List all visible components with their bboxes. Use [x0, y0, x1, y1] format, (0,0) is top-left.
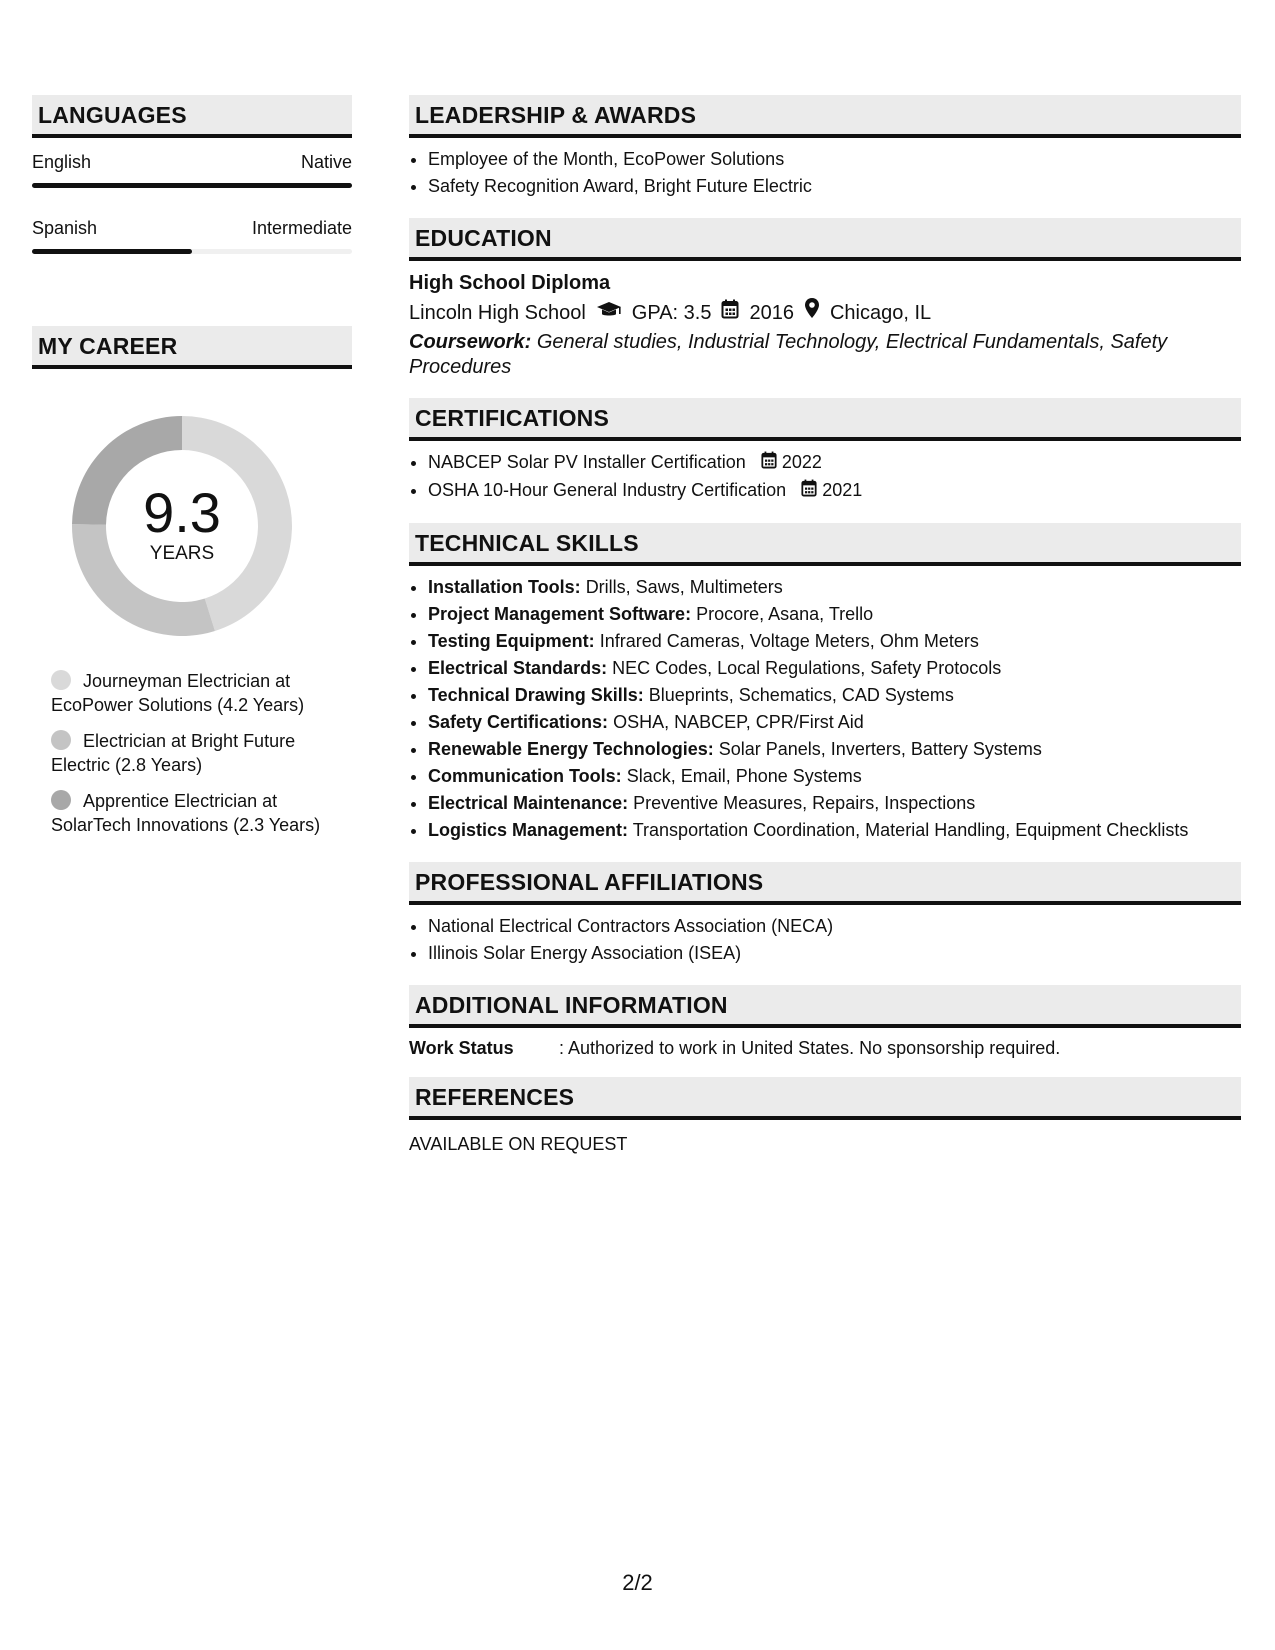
- calendar-icon: [721, 298, 739, 328]
- skill-value: Infrared Cameras, Voltage Meters, Ohm Meters: [599, 630, 979, 651]
- gpa: GPA: 3.5: [631, 301, 712, 324]
- skill-label: Renewable Energy Technologies:: [428, 738, 714, 759]
- location-pin-icon: [804, 297, 820, 328]
- career-legend-item: [51, 669, 321, 717]
- career-legend-item: [51, 729, 321, 777]
- list-item: [428, 736, 1241, 763]
- education-location: Chicago, IL: [829, 301, 932, 324]
- skill-label: Electrical Maintenance:: [428, 792, 629, 813]
- skill-label: Safety Certifications:: [428, 711, 609, 732]
- list-item: [428, 817, 1241, 844]
- list-item: [428, 601, 1241, 628]
- skill-value: Solar Panels, Inverters, Battery Systems: [718, 738, 1042, 759]
- page-number: 2/2: [622, 1570, 653, 1595]
- language-bar-fill: [32, 249, 192, 254]
- legend-label: Apprentice Electrician at SolarTech Innovations (2.3 Years): [51, 791, 321, 835]
- school-name: Lincoln High School: [409, 301, 586, 324]
- additional-section: [409, 985, 1241, 1059]
- list-item: [428, 449, 1241, 477]
- legend-dot: [51, 670, 71, 690]
- list-item: [428, 574, 1241, 601]
- references-section: [409, 1077, 1241, 1155]
- skill-label: Logistics Management:: [428, 819, 629, 840]
- skills-heading: TECHNICAL SKILLS: [409, 523, 1241, 566]
- list-item: [428, 682, 1241, 709]
- career-legend: [51, 669, 321, 837]
- legend-label: Electrician at Bright Future Electric (2.8 Years): [51, 731, 296, 775]
- affiliations-section: [409, 862, 1241, 967]
- skill-value: Blueprints, Schematics, CAD Systems: [648, 684, 954, 705]
- list-item: [428, 628, 1241, 655]
- education-section: [409, 218, 1241, 380]
- skill-value: Procore, Asana, Trello: [696, 603, 874, 624]
- skill-label: Installation Tools:: [428, 576, 581, 597]
- legend-dot: [51, 790, 71, 810]
- calendar-icon: [801, 478, 817, 505]
- list-item: • Illinois Solar Energy Association (ISEA): [428, 940, 1241, 967]
- certifications-heading: CERTIFICATIONS: [409, 398, 1241, 441]
- additional-heading: ADDITIONAL INFORMATION: [409, 985, 1241, 1028]
- skill-value: Drills, Saws, Multimeters: [585, 576, 783, 597]
- skill-value: Slack, Email, Phone Systems: [626, 765, 862, 786]
- legend-dot: [51, 730, 71, 750]
- language-bar: [32, 249, 352, 254]
- skill-label: Communication Tools:: [428, 765, 622, 786]
- references-text: AVAILABLE ON REQUEST: [409, 1133, 628, 1154]
- language-level: Intermediate: [251, 218, 352, 238]
- left-column: [32, 95, 352, 849]
- coursework-label: Coursework:: [409, 331, 532, 353]
- skill-label: Project Management Software:: [428, 603, 692, 624]
- skill-value: Preventive Measures, Repairs, Inspections: [633, 792, 976, 813]
- career-legend-item: [51, 789, 321, 837]
- career-donut-chart: [67, 411, 297, 641]
- career-heading: MY CAREER: [32, 326, 352, 369]
- list-item: • Employee of the Month, EcoPower Solutions: [428, 146, 1241, 173]
- skill-value: NEC Codes, Local Regulations, Safety Protocols: [612, 657, 1002, 678]
- legend-label: Journeyman Electrician at EcoPower Solutions (4.2 Years): [51, 671, 305, 715]
- skills-section: [409, 523, 1241, 844]
- calendar-icon: [761, 450, 777, 477]
- languages-heading: LANGUAGES: [32, 95, 352, 138]
- list-item: [428, 709, 1241, 736]
- language-bar-fill: [32, 183, 352, 188]
- certification-name: NABCEP Solar PV Installer Certification: [428, 452, 746, 472]
- list-item: [428, 477, 1241, 505]
- list-item: [428, 790, 1241, 817]
- coursework: [409, 330, 1241, 380]
- career-total-years: 9.3: [143, 481, 221, 544]
- certification-year: 2021: [822, 479, 863, 500]
- education-heading: EDUCATION: [409, 218, 1241, 261]
- graduation-cap-icon: [596, 298, 622, 328]
- leadership-section: [409, 95, 1241, 200]
- career-years-label: YEARS: [149, 543, 215, 564]
- leadership-heading: LEADERSHIP & AWARDS: [409, 95, 1241, 138]
- affiliations-heading: PROFESSIONAL AFFILIATIONS: [409, 862, 1241, 905]
- right-column: [409, 95, 1241, 1173]
- language-level: Native: [300, 152, 352, 172]
- skill-value: Transportation Coordination, Material Handling, Equipment Checklists: [632, 819, 1189, 840]
- list-item: [428, 655, 1241, 682]
- language-name: English: [32, 152, 92, 172]
- skill-label: Electrical Standards:: [428, 657, 608, 678]
- list-item: [428, 763, 1241, 790]
- degree-title: High School Diploma: [409, 272, 611, 294]
- certification-name: OSHA 10-Hour General Industry Certification: [428, 479, 787, 500]
- list-item: • National Electrical Contractors Association (NECA): [428, 913, 1241, 940]
- skill-label: Technical Drawing Skills:: [428, 684, 644, 705]
- work-status-value: : Authorized to work in United States. No sponsorship required.: [559, 1037, 1061, 1058]
- skill-label: Testing Equipment:: [428, 630, 595, 651]
- language-name: Spanish: [32, 218, 98, 238]
- certifications-section: [409, 398, 1241, 505]
- language-bar: [32, 183, 352, 188]
- work-status-label: Work Status: [409, 1037, 514, 1058]
- references-heading: REFERENCES: [409, 1077, 1241, 1120]
- list-item: • Safety Recognition Award, Bright Future Electric: [428, 173, 1241, 200]
- language-item: [32, 218, 352, 254]
- certification-year: 2022: [781, 452, 822, 472]
- graduation-year: 2016: [749, 301, 794, 324]
- language-item: [32, 152, 352, 188]
- coursework-text: General studies, Industrial Technology, Electrical Fundamentals, Safety Procedures: [409, 331, 1168, 378]
- skill-value: OSHA, NABCEP, CPR/First Aid: [613, 711, 864, 732]
